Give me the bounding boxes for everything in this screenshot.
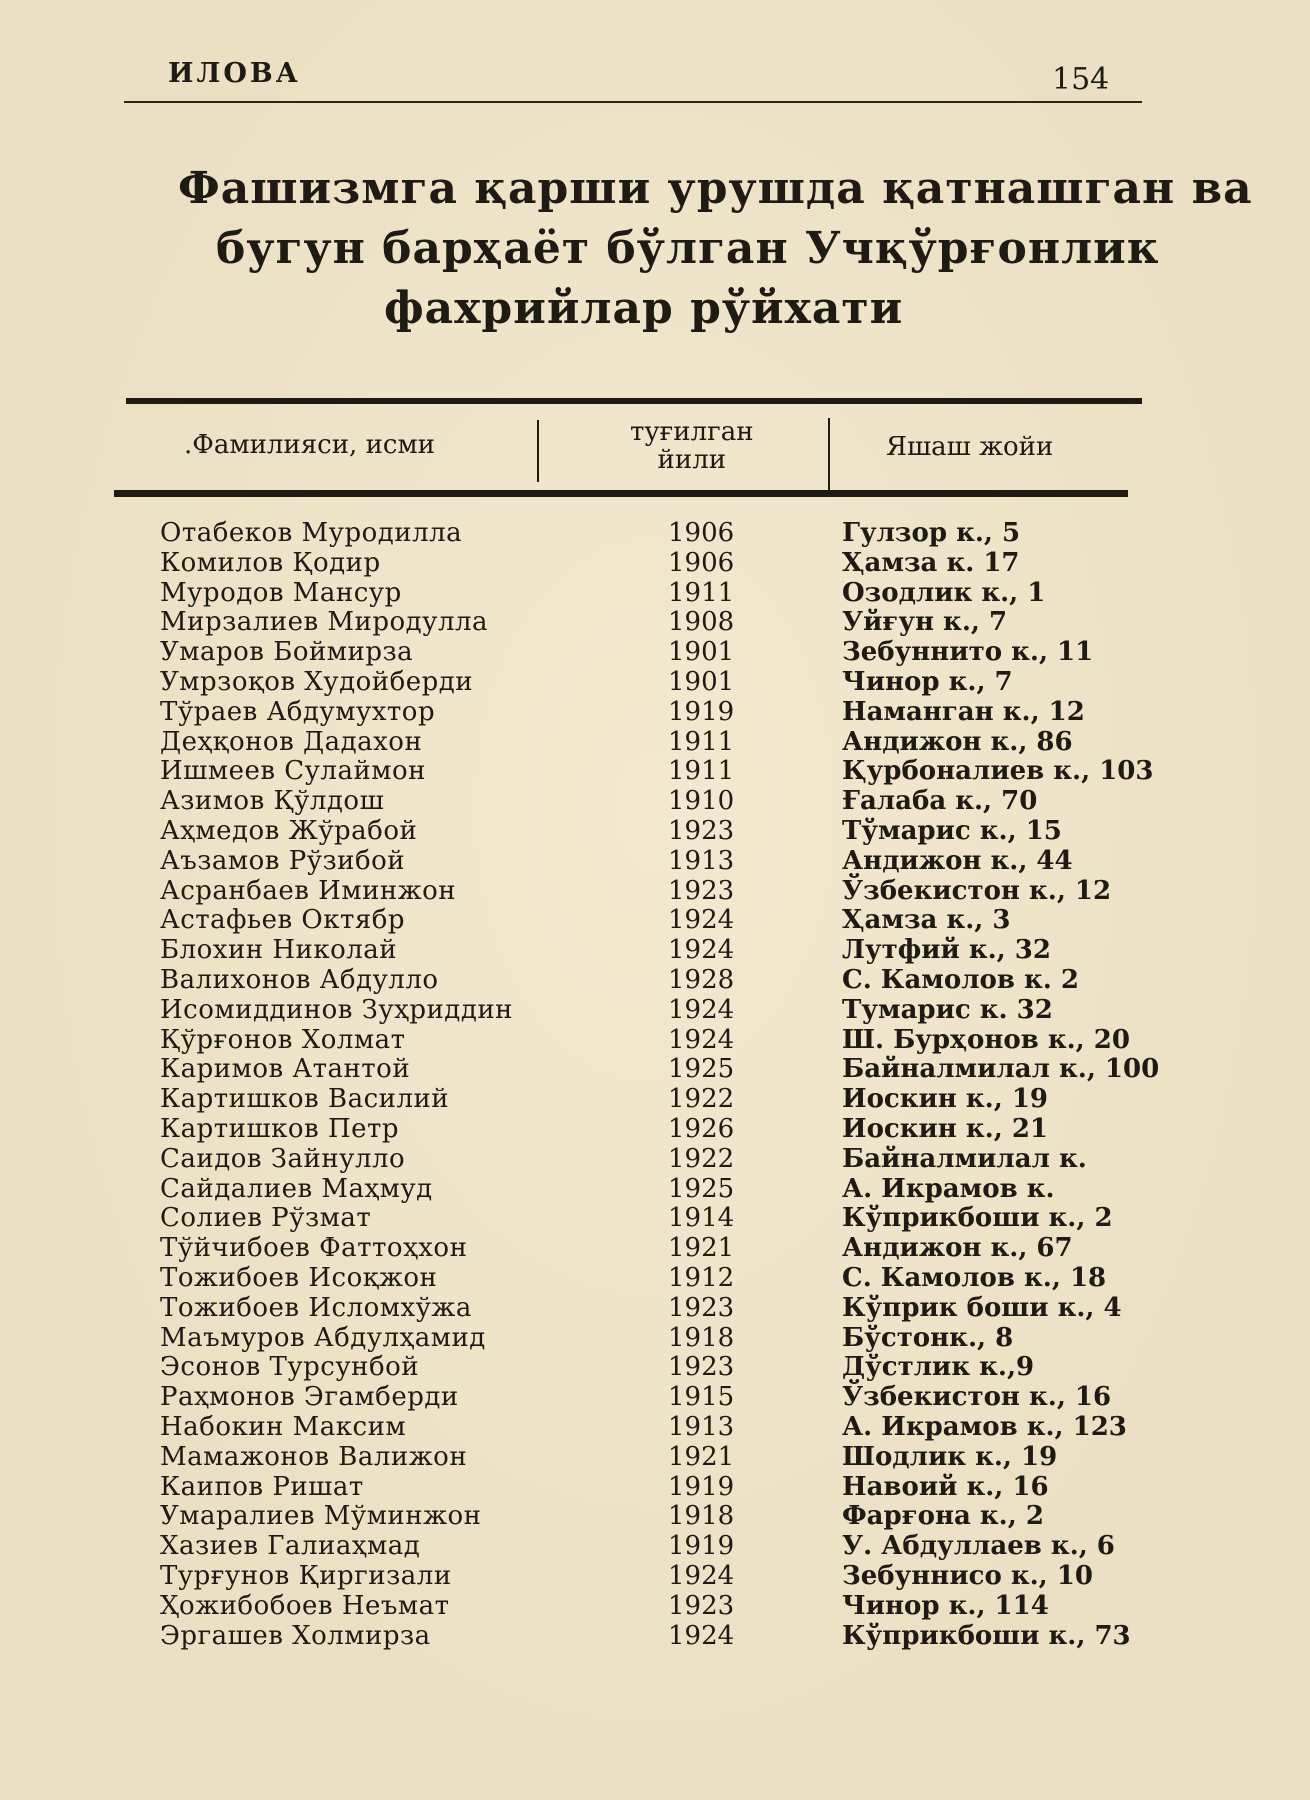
address: Ш. Бурҳонов к., 20	[842, 1024, 1130, 1055]
birth-year: 1921	[668, 1233, 735, 1264]
birth-year: 1913	[668, 845, 735, 876]
address: Байналмилал к.	[842, 1143, 1087, 1174]
birth-year: 1925	[668, 1054, 735, 1085]
address: Иоскин к., 21	[842, 1114, 1048, 1144]
birth-year: 1918	[668, 1322, 735, 1353]
veteran-name: Исомиддинов Зуҳриддин	[160, 994, 513, 1025]
table-row	[0, 1442, 1310, 1472]
column-divider	[537, 420, 539, 482]
address: Фарғона к., 2	[842, 1501, 1044, 1532]
veteran-name: Тўраев Абдумухтор	[160, 696, 436, 727]
veteran-name: Отабеков Муродилла	[160, 518, 463, 548]
birth-year: 1915	[668, 1382, 735, 1413]
table-row	[0, 1263, 1310, 1293]
table-top-rule	[126, 398, 1142, 404]
table-row	[0, 637, 1310, 667]
veteran-name: Турғунов Қиргизали	[160, 1561, 452, 1591]
birth-year: 1919	[668, 1471, 735, 1502]
veteran-name: Эргашев Холмирза	[160, 1620, 431, 1651]
veteran-name: Хазиев Галиаҳмад	[160, 1531, 421, 1562]
table-row	[0, 816, 1310, 846]
birth-year: 1921	[668, 1441, 735, 1472]
table-row	[0, 1412, 1310, 1442]
column-header-year-line2: йили	[657, 445, 727, 475]
address: У. Абдуллаев к., 6	[842, 1531, 1115, 1562]
birth-year: 1923	[668, 816, 735, 846]
table-row	[0, 1382, 1310, 1412]
address: Шодлик к., 19	[842, 1441, 1058, 1472]
address: Ўзбекистон к., 12	[842, 875, 1112, 906]
address: Ўзбекистон к., 16	[842, 1382, 1112, 1413]
address: Иоскин к., 19	[842, 1084, 1048, 1115]
veteran-name: Мамажонов Валижон	[160, 1441, 468, 1472]
address: Лутфий к., 32	[842, 935, 1051, 966]
table-row	[0, 786, 1310, 816]
table-row	[0, 935, 1310, 965]
table-row	[0, 1054, 1310, 1084]
birth-year: 1925	[668, 1173, 735, 1204]
column-header-year	[630, 418, 754, 474]
veteran-name: Комилов Қодир	[160, 547, 381, 578]
birth-year: 1901	[668, 637, 735, 668]
address: Ҳамза к. 17	[842, 547, 1020, 578]
birth-year: 1923	[668, 1352, 735, 1383]
veteran-name: Картишков Василий	[160, 1084, 450, 1115]
birth-year: 1924	[668, 935, 735, 966]
veteran-name: Солиев Рўзмат	[160, 1203, 372, 1234]
title-line-1: Фашизмга қарши урушда қатнашган ва	[178, 163, 1253, 214]
veteran-name: Каримов Атантой	[160, 1054, 411, 1085]
birth-year: 1919	[668, 1531, 735, 1562]
address: Озодлик к., 1	[842, 577, 1046, 608]
table-row	[0, 1323, 1310, 1353]
address: Тўмарис к., 15	[842, 816, 1062, 846]
table-row	[0, 756, 1310, 786]
veteran-name: Блохин Николай	[160, 935, 398, 966]
table-row	[0, 1203, 1310, 1233]
birth-year: 1924	[668, 1024, 735, 1055]
birth-year: 1911	[668, 726, 735, 757]
birth-year: 1928	[668, 965, 735, 995]
birth-year: 1926	[668, 1114, 735, 1144]
table-row	[0, 727, 1310, 757]
address: А. Икрамов к., 123	[842, 1412, 1127, 1442]
address: Тумарис к. 32	[842, 994, 1053, 1025]
table-row	[0, 1591, 1310, 1621]
veteran-name: Раҳмонов Эгамберди	[160, 1382, 459, 1413]
address: Наманган к., 12	[842, 696, 1085, 727]
veteran-name: Набокин Максим	[160, 1412, 407, 1442]
birth-year: 1919	[668, 696, 735, 727]
address: А. Икрамов к.	[842, 1173, 1055, 1204]
address: Уйғун к., 7	[842, 607, 1008, 638]
address: Чинор к., 114	[842, 1590, 1049, 1621]
address: Андижон к., 67	[842, 1233, 1073, 1264]
veteran-name: Каипов Ришат	[160, 1471, 364, 1502]
address: Навоий к., 16	[842, 1471, 1049, 1502]
address: С. Камолов к. 2	[842, 965, 1079, 995]
birth-year: 1910	[668, 786, 735, 817]
table-row	[0, 1352, 1310, 1382]
veteran-name: Умрзоқов Худойберди	[160, 667, 474, 697]
address: Зебуннисо к., 10	[842, 1561, 1093, 1591]
veteran-name: Азимов Қўлдош	[160, 786, 385, 817]
table-row	[0, 607, 1310, 637]
birth-year: 1911	[668, 577, 735, 608]
birth-year: 1901	[668, 667, 735, 697]
veteran-name: Қўрғонов Холмат	[160, 1024, 406, 1055]
column-divider	[828, 418, 830, 490]
veteran-name: Муродов Мансур	[160, 577, 402, 608]
birth-year: 1918	[668, 1501, 735, 1532]
veteran-name: Тўйчибоев Фаттоҳхон	[160, 1233, 468, 1264]
address: Кўприкбоши к., 73	[842, 1620, 1131, 1651]
address: Чинор к., 7	[842, 667, 1013, 697]
table-row	[0, 667, 1310, 697]
birth-year: 1911	[668, 756, 735, 787]
birth-year: 1923	[668, 875, 735, 906]
address: Кўприк боши к., 4	[842, 1292, 1122, 1323]
birth-year: 1913	[668, 1412, 735, 1442]
running-head: ИЛОВА	[168, 58, 301, 89]
table-row	[0, 1472, 1310, 1502]
veteran-name: Деҳқонов Дадахон	[160, 726, 423, 757]
table-row	[0, 518, 1310, 548]
header-rule	[124, 101, 1142, 103]
address: Гулзор к., 5	[842, 518, 1021, 548]
veteran-name: Валихонов Абдулло	[160, 965, 439, 995]
table-row	[0, 1501, 1310, 1531]
table-row	[0, 548, 1310, 578]
birth-year: 1924	[668, 994, 735, 1025]
birth-year: 1922	[668, 1143, 735, 1174]
veteran-name: Астафьев Октябр	[160, 905, 406, 936]
birth-year: 1923	[668, 1590, 735, 1621]
title-line-3: фахрийлар рўйхати	[384, 283, 904, 334]
birth-year: 1912	[668, 1263, 735, 1293]
table-row	[0, 1144, 1310, 1174]
address: Ҳамза к., 3	[842, 905, 1011, 936]
veteran-name: Аъзамов Рўзибой	[160, 845, 406, 876]
table-row	[0, 1293, 1310, 1323]
veteran-name: Умаров Боймирза	[160, 637, 414, 668]
veteran-name: Мирзалиев Миродулла	[160, 607, 488, 638]
veteran-name: Умаралиев Мўминжон	[160, 1501, 482, 1532]
veteran-name: Саидов Зайнулло	[160, 1143, 406, 1174]
address: Байналмилал к., 100	[842, 1054, 1160, 1085]
table-row	[0, 1084, 1310, 1114]
birth-year: 1924	[668, 1620, 735, 1651]
table-row	[0, 1114, 1310, 1144]
veteran-name: Ҳожибобоев Неъмат	[160, 1590, 450, 1621]
table-row	[0, 1174, 1310, 1204]
birth-year: 1923	[668, 1292, 735, 1323]
table-row	[0, 1561, 1310, 1591]
column-header-address: Яшаш жойи	[886, 432, 1054, 462]
address: Қурбоналиев к., 103	[842, 756, 1154, 787]
table-row	[0, 1621, 1310, 1651]
table-row	[0, 578, 1310, 608]
address: Бўстонк., 8	[842, 1322, 1014, 1353]
address: Кўприкбоши к., 2	[842, 1203, 1113, 1234]
birth-year: 1906	[668, 518, 735, 548]
address: Андижон к., 44	[842, 845, 1073, 876]
veteran-name: Сайдалиев Маҳмуд	[160, 1173, 433, 1204]
address: С. Камолов к., 18	[842, 1263, 1107, 1293]
birth-year: 1906	[668, 547, 735, 578]
veteran-name: Эсонов Турсунбой	[160, 1352, 420, 1383]
table-row	[0, 846, 1310, 876]
address: Дўстлик к.,9	[842, 1352, 1035, 1383]
table-row	[0, 1233, 1310, 1263]
title-line-2: бугун барҳаёт бўлган Учқўрғонлик	[216, 223, 1160, 274]
birth-year: 1924	[668, 1561, 735, 1591]
veteran-name: Маъмуров Абдулҳамид	[160, 1322, 486, 1353]
table-row	[0, 965, 1310, 995]
table-row	[0, 697, 1310, 727]
column-header-year-line1: туғилган	[630, 417, 754, 447]
birth-year: 1914	[668, 1203, 735, 1234]
table-header-bottom-rule	[114, 490, 1128, 497]
veteran-name: Картишков Петр	[160, 1114, 400, 1144]
veteran-name: Тожибоев Исломхўжа	[160, 1292, 472, 1323]
table-row	[0, 876, 1310, 906]
veteran-name: Тожибоев Исоқжон	[160, 1263, 438, 1293]
table-row	[0, 1025, 1310, 1055]
address: Зебуннито к., 11	[842, 637, 1094, 668]
address: Андижон к., 86	[842, 726, 1073, 757]
table-row	[0, 905, 1310, 935]
birth-year: 1908	[668, 607, 735, 638]
birth-year: 1924	[668, 905, 735, 936]
veteran-name: Аҳмедов Жўрабой	[160, 816, 418, 846]
table-row	[0, 1531, 1310, 1561]
table-row	[0, 995, 1310, 1025]
birth-year: 1922	[668, 1084, 735, 1115]
veteran-name: Асранбаев Иминжон	[160, 875, 457, 906]
page-number: 154	[1052, 62, 1110, 97]
address: Ғалаба к., 70	[842, 786, 1038, 817]
veteran-name: Ишмеев Сулаймон	[160, 756, 426, 787]
column-header-name: .Фамилияси, исми	[184, 430, 436, 460]
